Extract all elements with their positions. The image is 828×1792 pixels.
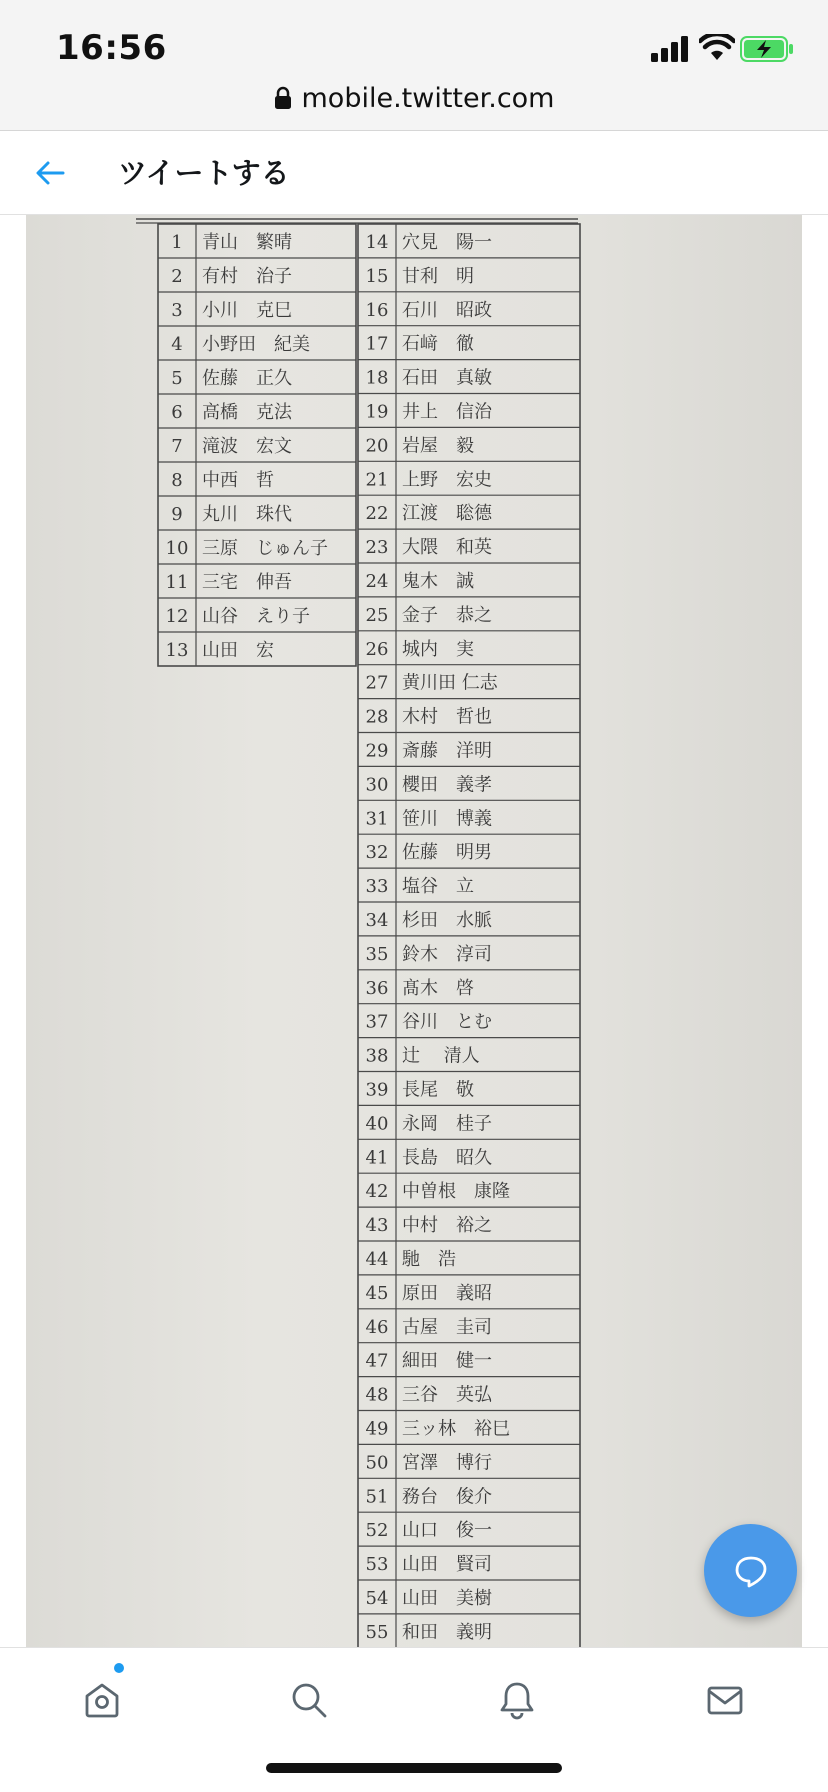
member-name: 山田 賢司: [402, 1554, 492, 1576]
member-name: 金子 恭之: [402, 604, 492, 626]
row-number: 10: [165, 538, 189, 559]
row-number: 18: [365, 367, 389, 389]
member-name: 鬼木 誠: [402, 570, 474, 592]
row-number: 4: [171, 334, 183, 355]
member-name: 中西 哲: [202, 470, 274, 491]
member-name: 穴見 陽一: [402, 231, 492, 253]
row-number: 51: [365, 1486, 389, 1508]
member-name: 石川 昭政: [402, 299, 492, 321]
row-number: 38: [365, 1045, 389, 1067]
member-name: 辻 清人: [402, 1045, 480, 1067]
row-number: 49: [365, 1418, 389, 1440]
page-title: ツイートする: [118, 156, 290, 190]
compose-tweet-button[interactable]: [704, 1524, 797, 1617]
row-number: 29: [365, 740, 389, 762]
member-name: 斎藤 洋明: [402, 740, 492, 762]
row-number: 53: [365, 1554, 389, 1576]
lock-icon: [274, 86, 292, 110]
member-name: 滝波 宏文: [202, 436, 292, 457]
mail-icon: [705, 1680, 745, 1720]
member-name: 櫻田 義孝: [402, 774, 492, 796]
row-number: 54: [365, 1587, 389, 1609]
row-number: 47: [365, 1350, 389, 1372]
member-name: 山谷 えり子: [202, 606, 310, 627]
member-name: 小野田 紀美: [202, 334, 310, 355]
row-number: 17: [365, 333, 389, 355]
member-name: 三原 じゅん子: [202, 538, 328, 559]
member-name: 務台 俊介: [402, 1486, 492, 1508]
member-name: 佐藤 正久: [202, 368, 292, 389]
row-number: 45: [365, 1282, 389, 1304]
member-name: 黄川田 仁志: [402, 672, 498, 694]
row-number: 13: [165, 640, 189, 661]
photographed-document: [26, 215, 802, 1647]
member-name: 山田 美樹: [402, 1587, 492, 1609]
row-number: 35: [365, 943, 389, 965]
row-number: 22: [365, 503, 389, 525]
row-number: 48: [365, 1384, 389, 1406]
member-name: 石田 真敏: [402, 367, 492, 389]
notification-dot: [114, 1663, 124, 1673]
member-name: 山田 宏: [202, 640, 274, 661]
row-number: 50: [365, 1452, 389, 1474]
member-name: 三ッ林 裕巳: [402, 1418, 510, 1440]
status-time: 16:56: [56, 28, 167, 68]
member-name: 上野 宏史: [402, 469, 492, 491]
left-column: [158, 224, 356, 666]
member-name: 中村 裕之: [402, 1215, 492, 1237]
row-number: 11: [165, 572, 189, 593]
row-number: 39: [365, 1079, 389, 1101]
member-name: 細田 健一: [402, 1350, 492, 1372]
member-name: 笹川 博義: [402, 808, 492, 830]
speech-bubble-icon: [733, 1553, 769, 1589]
row-number: 21: [365, 469, 389, 491]
member-name: 杉田 水脈: [402, 909, 492, 931]
member-name: 宮澤 博行: [402, 1452, 492, 1474]
member-name: 佐藤 明男: [402, 842, 492, 864]
search-icon: [289, 1680, 329, 1720]
row-number: 1: [171, 232, 183, 253]
row-number: 46: [365, 1316, 389, 1338]
row-number: 28: [365, 706, 389, 728]
member-name: 塩谷 立: [402, 876, 474, 898]
wifi-icon: [699, 34, 735, 62]
home-indicator[interactable]: [266, 1763, 562, 1773]
right-column: [358, 224, 580, 1647]
nav-home-button[interactable]: [72, 1670, 132, 1730]
row-number: 26: [365, 638, 389, 660]
row-number: 37: [365, 1011, 389, 1033]
browser-top-bar: [0, 0, 828, 131]
address-bar[interactable]: [0, 78, 828, 118]
row-number: 20: [365, 435, 389, 457]
row-number: 55: [365, 1621, 389, 1643]
member-name: 岩屋 毅: [402, 435, 474, 457]
row-number: 2: [171, 266, 183, 287]
row-number: 23: [365, 537, 389, 559]
row-number: 30: [365, 774, 389, 796]
member-name: 長尾 敬: [402, 1079, 474, 1101]
row-number: 9: [171, 504, 183, 525]
member-name: 城内 実: [402, 638, 474, 660]
nav-notifications-button[interactable]: [487, 1670, 547, 1730]
row-number: 36: [365, 977, 389, 999]
row-number: 44: [365, 1248, 389, 1270]
member-name: 古屋 圭司: [402, 1316, 492, 1338]
member-name: 永岡 桂子: [402, 1113, 492, 1135]
row-number: 16: [365, 299, 389, 321]
back-button[interactable]: [30, 151, 70, 195]
bell-icon: [497, 1680, 537, 1720]
member-name: 丸川 珠代: [202, 504, 292, 525]
nav-messages-button[interactable]: [695, 1670, 755, 1730]
row-number: 25: [365, 604, 389, 626]
row-number: 34: [365, 909, 389, 931]
nav-search-button[interactable]: [279, 1670, 339, 1730]
row-number: 8: [171, 470, 183, 491]
row-number: 32: [365, 842, 389, 864]
member-name: 大隈 和英: [402, 537, 492, 559]
row-number: 6: [171, 402, 183, 423]
page-header: [0, 131, 828, 215]
row-number: 19: [365, 401, 389, 423]
member-name: 井上 信治: [402, 401, 492, 423]
member-name: 三谷 英弘: [402, 1384, 492, 1406]
member-name: 山口 俊一: [402, 1520, 492, 1542]
member-name: 青山 繁晴: [202, 232, 292, 253]
member-name: 鈴木 淳司: [402, 943, 492, 965]
row-number: 40: [365, 1113, 389, 1135]
row-number: 15: [365, 265, 389, 287]
row-number: 7: [171, 436, 183, 457]
member-name: 中曽根 康隆: [402, 1181, 510, 1203]
member-name: 江渡 聡德: [402, 503, 492, 525]
member-name: 木村 哲也: [402, 706, 492, 728]
member-name: 甘利 明: [402, 265, 474, 287]
member-name: 髙木 啓: [402, 977, 474, 999]
member-name: 和田 義明: [402, 1621, 492, 1643]
row-number: 5: [171, 368, 183, 389]
member-name: 高橋 克法: [202, 402, 292, 423]
arrow-left-icon: [35, 160, 65, 186]
row-number: 33: [365, 876, 389, 898]
row-number: 31: [365, 808, 389, 830]
row-number: 24: [365, 570, 389, 592]
member-name: 馳 浩: [402, 1248, 456, 1270]
member-name: 原田 義昭: [402, 1282, 492, 1304]
member-name: 長島 昭久: [402, 1147, 492, 1169]
member-name: 石﨑 徹: [402, 333, 474, 355]
row-number: 42: [365, 1181, 389, 1203]
cellular-signal-icon: [651, 36, 691, 62]
row-number: 12: [165, 606, 189, 627]
row-number: 41: [365, 1147, 389, 1169]
row-number: 52: [365, 1520, 389, 1542]
member-name-table: [26, 215, 802, 1647]
row-number: 3: [171, 300, 183, 321]
member-name: 三宅 伸吾: [202, 572, 292, 593]
row-number: 43: [365, 1215, 389, 1237]
member-name: 谷川 とむ: [402, 1011, 492, 1033]
home-icon: [82, 1680, 122, 1720]
member-name: 小川 克巳: [202, 300, 292, 321]
row-number: 27: [365, 672, 389, 694]
tweet-image[interactable]: [0, 215, 828, 1647]
url-text: mobile.twitter.com: [301, 82, 555, 114]
battery-charging-icon: [740, 36, 794, 62]
member-name: 有村 治子: [202, 266, 292, 287]
row-number: 14: [365, 231, 389, 253]
